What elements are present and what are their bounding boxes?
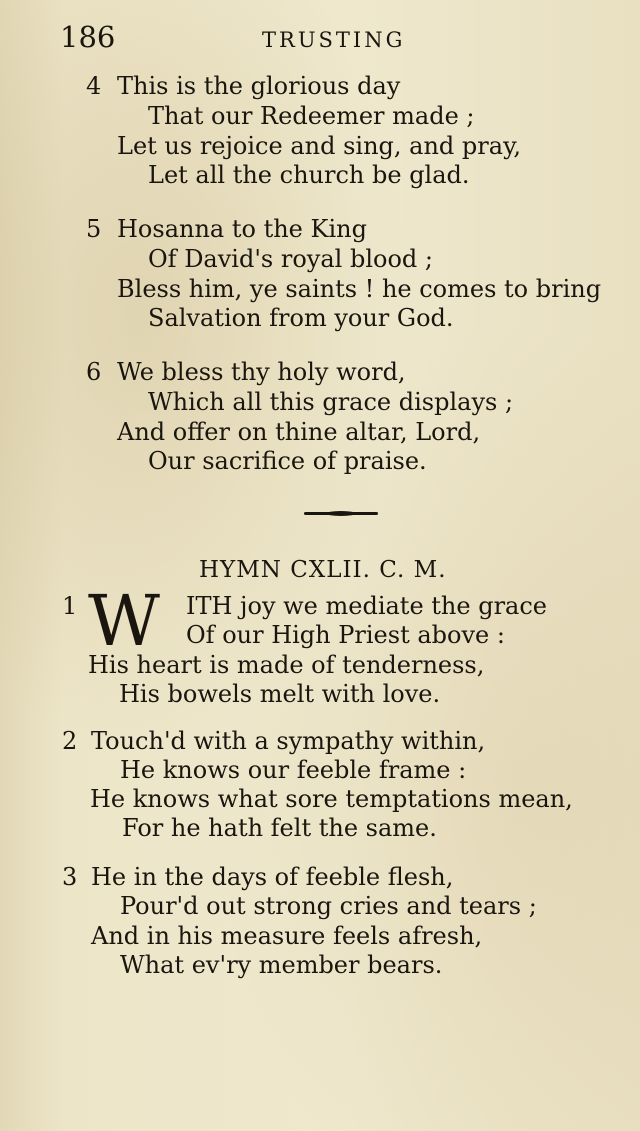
verse-line: Bless him, ye saints ! he comes to bring (117, 275, 602, 303)
verse-line: Our sacrifice of praise. (148, 447, 427, 475)
verse-line: His bowels melt with love. (119, 680, 441, 708)
section-divider (304, 512, 378, 515)
verse-number: 2 (62, 727, 78, 755)
verse-line: And offer on thine altar, Lord, (117, 418, 481, 446)
verse-line: Hosanna to the King (117, 215, 367, 243)
verse-line: Let us rejoice and sing, and pray, (117, 132, 522, 160)
verse-line: We bless thy holy word, (117, 358, 406, 386)
verse-line: And in his measure feels afresh, (91, 922, 483, 950)
verse-number: 6 (86, 358, 102, 386)
verse-line: Let all the church be glad. (148, 161, 470, 189)
verse-line: Salvation from your God. (148, 304, 454, 332)
verse-line: Touch'd with a sympathy within, (91, 727, 486, 755)
verse-line: Of our High Priest above : (186, 621, 505, 649)
verse-number: 3 (62, 863, 78, 891)
hymn-title: HYMN CXLII. C. M. (199, 557, 447, 583)
verse-number: 1 (62, 592, 78, 620)
verse-line: Which all this grace displays ; (148, 388, 514, 416)
verse-line: For he hath felt the same. (122, 814, 437, 842)
verse-line: Pour'd out strong cries and tears ; (120, 892, 537, 920)
verse-number: 4 (86, 72, 102, 100)
verse-line: This is the glorious day (117, 72, 401, 100)
verse-number: 5 (86, 215, 102, 243)
verse-line: Of David's royal blood ; (148, 245, 433, 273)
verse-line: He in the days of feeble flesh, (91, 863, 454, 891)
verse-line: ITH joy we mediate the grace (186, 592, 548, 620)
verse-line: His heart is made of tenderness, (88, 651, 485, 679)
verse-line: He knows what sore temptations mean, (90, 785, 573, 813)
running-head: TRUSTING (262, 28, 406, 52)
page-number: 186 (60, 20, 116, 54)
verse-line: That our Redeemer made ; (148, 102, 475, 130)
verse-line: He knows our feeble frame : (120, 756, 467, 784)
verse-line: What ev'ry member bears. (120, 951, 443, 979)
drop-cap: W (88, 580, 160, 662)
